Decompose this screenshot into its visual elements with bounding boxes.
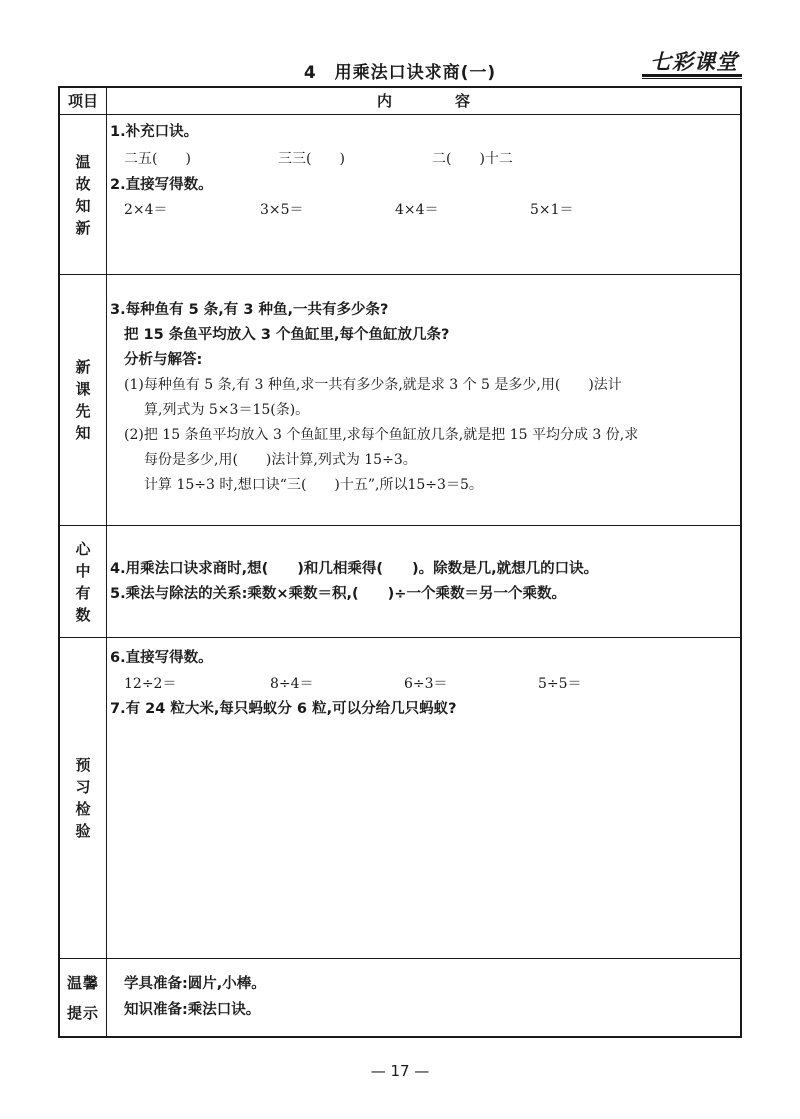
question-6-item: 5÷5＝ (538, 676, 582, 692)
tip-line: 学具准备:圆片,小棒。 (124, 976, 266, 992)
question-3-line: 每份是多少,用( )法计算,列式为 15÷3。 (144, 452, 417, 468)
column-divider (106, 88, 107, 1036)
question-2-item: 3×5＝ (260, 202, 304, 218)
question-7: 7.有 24 粒大米,每只蚂蚁分 6 粒,可以分给几只蚂蚁? (110, 701, 457, 717)
question-3-line: 分析与解答: (124, 352, 203, 368)
section-mind (110, 526, 736, 637)
question-3-line: (2)把 15 条鱼平均放入 3 个鱼缸里,求每个鱼缸放几条,就是把 15 平均分成 3 份,求 (124, 427, 639, 443)
question-3-line: 3.每种鱼有 5 条,有 3 种鱼,一共有多少条? (110, 302, 389, 318)
header-item-label: 项目 (67, 92, 98, 110)
brand-logo: 七彩课堂 (650, 49, 738, 74)
question-3-line: 计算 15÷3 时,想口诀“三( )十五”,所以15÷3＝5。 (144, 477, 483, 493)
question-2-item: 2×4＝ (124, 202, 168, 218)
logo-underline (642, 74, 742, 77)
question-1-item: 二五( ) (124, 151, 191, 167)
question-3-line: 算,列式为 5×3＝15(条)。 (144, 402, 310, 418)
section-new (110, 275, 736, 525)
question-4: 4.用乘法口诀求商时,想( )和几相乘得( )。除数是几,就想几的口诀。 (110, 561, 599, 577)
question-6-title: 6.直接写得数。 (110, 650, 213, 666)
logo-underline-thin (642, 78, 742, 79)
question-1-item: 三三( ) (278, 151, 345, 167)
section-label-mind: 心中有数 (75, 539, 91, 624)
question-3-line: 把 15 条鱼平均放入 3 个鱼缸里,每个鱼缸放几条? (124, 327, 450, 343)
question-6-item: 12÷2＝ (124, 676, 177, 692)
page-number: — 17 — (370, 1062, 430, 1080)
section-tips (110, 959, 736, 1036)
section-label-tips: 温馨提示 (66, 973, 99, 1022)
question-2-item: 5×1＝ (530, 202, 574, 218)
section-label-preview: 预习检验 (75, 756, 91, 840)
page-title: 4 用乘法口诀求商(一) (303, 63, 497, 83)
header-content-label: 内 容 (376, 92, 494, 110)
question-6-item: 8÷4＝ (270, 676, 314, 692)
question-3-line: (1)每种鱼有 5 条,有 3 种鱼,求一共有多少条,就是求 3 个 5 是多少,用( )法计 (124, 377, 622, 393)
section-review (110, 115, 736, 274)
section-preview (110, 638, 736, 958)
tip-line: 知识准备:乘法口诀。 (124, 1002, 261, 1018)
question-1-title: 1.补充口诀。 (110, 124, 199, 140)
question-2-item: 4×4＝ (395, 202, 439, 218)
question-6-item: 6÷3＝ (404, 676, 448, 692)
section-label-review: 温故知新 (75, 152, 91, 237)
question-1-item: 二( )十二 (432, 151, 513, 167)
worksheet-table (58, 86, 742, 1038)
question-5: 5.乘法与除法的关系:乘数×乘数＝积,( )÷一个乘数＝另一个乘数。 (110, 586, 566, 602)
question-2-title: 2.直接写得数。 (110, 177, 213, 193)
section-label-new: 新课先知 (75, 358, 91, 442)
